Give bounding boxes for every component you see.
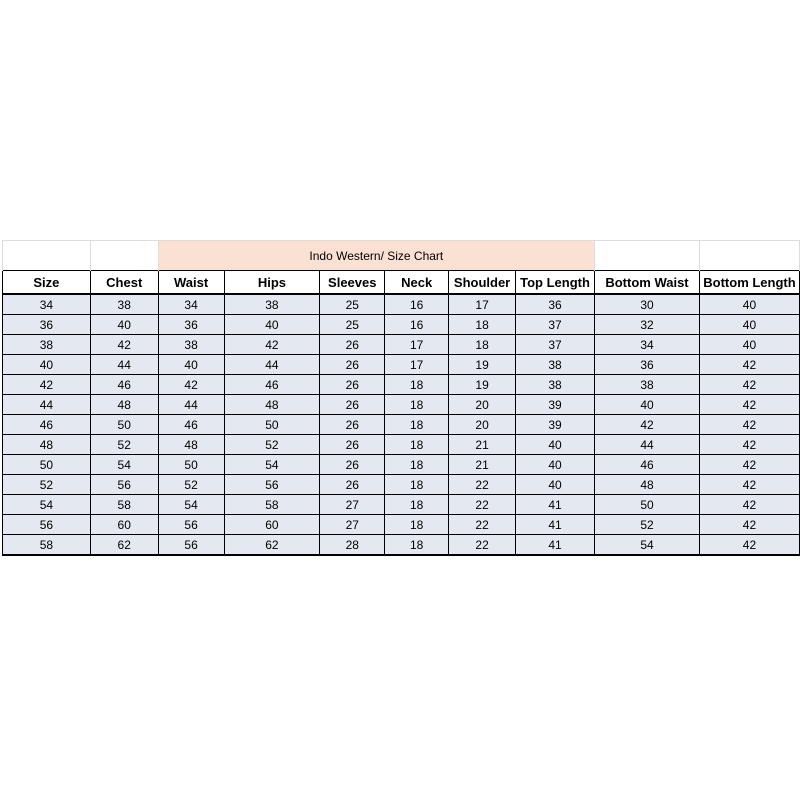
column-header: Shoulder bbox=[449, 271, 516, 295]
table-row bbox=[3, 435, 800, 455]
table-cell: 62 bbox=[224, 535, 320, 556]
table-cell: 48 bbox=[595, 475, 700, 495]
table-cell: 52 bbox=[158, 475, 224, 495]
table-cell: 40 bbox=[699, 294, 799, 315]
table-cell: 42 bbox=[158, 375, 224, 395]
table-cell: 26 bbox=[320, 395, 385, 415]
table-cell: 56 bbox=[224, 475, 320, 495]
title-blank-cell bbox=[595, 241, 700, 271]
table-cell: 41 bbox=[516, 515, 595, 535]
table-cell: 18 bbox=[385, 535, 449, 556]
table-cell: 32 bbox=[595, 315, 700, 335]
column-header: Sleeves bbox=[320, 271, 385, 295]
table-cell: 42 bbox=[699, 415, 799, 435]
table-cell: 42 bbox=[699, 455, 799, 475]
table-cell: 34 bbox=[595, 335, 700, 355]
table-row bbox=[3, 315, 800, 335]
size-chart-table bbox=[2, 240, 800, 556]
table-cell: 34 bbox=[158, 294, 224, 315]
table-cell: 54 bbox=[158, 495, 224, 515]
table-cell: 40 bbox=[90, 315, 158, 335]
table-cell: 30 bbox=[595, 294, 700, 315]
table-cell: 38 bbox=[516, 375, 595, 395]
table-cell: 46 bbox=[3, 415, 91, 435]
table-cell: 44 bbox=[90, 355, 158, 375]
table-row bbox=[3, 375, 800, 395]
table-cell: 48 bbox=[3, 435, 91, 455]
table-cell: 42 bbox=[699, 515, 799, 535]
table-cell: 46 bbox=[224, 375, 320, 395]
table-cell: 36 bbox=[595, 355, 700, 375]
table-cell: 58 bbox=[224, 495, 320, 515]
table-cell: 26 bbox=[320, 415, 385, 435]
table-cell: 56 bbox=[3, 515, 91, 535]
table-cell: 52 bbox=[3, 475, 91, 495]
table-row bbox=[3, 475, 800, 495]
column-header: Neck bbox=[385, 271, 449, 295]
table-cell: 37 bbox=[516, 315, 595, 335]
table-cell: 38 bbox=[595, 375, 700, 395]
table-cell: 26 bbox=[320, 355, 385, 375]
column-header: Hips bbox=[224, 271, 320, 295]
table-cell: 22 bbox=[449, 535, 516, 556]
column-header: Chest bbox=[90, 271, 158, 295]
column-header: Top Length bbox=[516, 271, 595, 295]
title-blank-cell bbox=[90, 241, 158, 271]
table-row bbox=[3, 495, 800, 515]
table-row bbox=[3, 535, 800, 556]
title-row bbox=[3, 241, 800, 271]
table-cell: 36 bbox=[516, 294, 595, 315]
table-cell: 18 bbox=[385, 455, 449, 475]
table-cell: 42 bbox=[699, 535, 799, 556]
table-cell: 17 bbox=[385, 335, 449, 355]
table-cell: 39 bbox=[516, 395, 595, 415]
table-cell: 48 bbox=[224, 395, 320, 415]
table-cell: 50 bbox=[3, 455, 91, 475]
table-cell: 40 bbox=[516, 475, 595, 495]
column-header: Bottom Length bbox=[699, 271, 799, 295]
table-cell: 38 bbox=[516, 355, 595, 375]
table-cell: 18 bbox=[449, 335, 516, 355]
table-cell: 38 bbox=[90, 294, 158, 315]
table-cell: 40 bbox=[224, 315, 320, 335]
table-cell: 40 bbox=[3, 355, 91, 375]
table-cell: 27 bbox=[320, 495, 385, 515]
table-cell: 40 bbox=[516, 435, 595, 455]
table-row bbox=[3, 455, 800, 475]
table-cell: 40 bbox=[699, 315, 799, 335]
table-cell: 41 bbox=[516, 535, 595, 556]
table-row bbox=[3, 415, 800, 435]
table-cell: 18 bbox=[385, 435, 449, 455]
table-cell: 26 bbox=[320, 375, 385, 395]
table-cell: 54 bbox=[3, 495, 91, 515]
title-blank-cell bbox=[699, 241, 799, 271]
table-cell: 42 bbox=[699, 375, 799, 395]
table-cell: 26 bbox=[320, 455, 385, 475]
table-cell: 28 bbox=[320, 535, 385, 556]
table-cell: 42 bbox=[699, 355, 799, 375]
table-cell: 18 bbox=[385, 375, 449, 395]
table-cell: 38 bbox=[158, 335, 224, 355]
table-cell: 46 bbox=[90, 375, 158, 395]
table-cell: 17 bbox=[449, 294, 516, 315]
table-cell: 40 bbox=[595, 395, 700, 415]
table-cell: 40 bbox=[699, 335, 799, 355]
table-cell: 60 bbox=[224, 515, 320, 535]
column-header: Waist bbox=[158, 271, 224, 295]
table-cell: 52 bbox=[595, 515, 700, 535]
table-cell: 20 bbox=[449, 415, 516, 435]
table-cell: 52 bbox=[224, 435, 320, 455]
table-cell: 54 bbox=[224, 455, 320, 475]
table-cell: 50 bbox=[158, 455, 224, 475]
table-row bbox=[3, 294, 800, 315]
table-cell: 62 bbox=[90, 535, 158, 556]
table-cell: 48 bbox=[158, 435, 224, 455]
table-row bbox=[3, 335, 800, 355]
table-cell: 25 bbox=[320, 294, 385, 315]
table-cell: 42 bbox=[595, 415, 700, 435]
table-cell: 26 bbox=[320, 475, 385, 495]
table-cell: 39 bbox=[516, 415, 595, 435]
table-cell: 44 bbox=[595, 435, 700, 455]
table-cell: 52 bbox=[90, 435, 158, 455]
table-cell: 58 bbox=[90, 495, 158, 515]
table-cell: 50 bbox=[90, 415, 158, 435]
table-cell: 40 bbox=[158, 355, 224, 375]
table-cell: 42 bbox=[3, 375, 91, 395]
table-cell: 18 bbox=[385, 515, 449, 535]
table-cell: 46 bbox=[158, 415, 224, 435]
table-cell: 42 bbox=[90, 335, 158, 355]
header-row bbox=[3, 271, 800, 295]
table-row bbox=[3, 395, 800, 415]
table-cell: 20 bbox=[449, 395, 516, 415]
table-cell: 44 bbox=[224, 355, 320, 375]
chart-title: Indo Western/ Size Chart bbox=[158, 241, 594, 271]
table-cell: 25 bbox=[320, 315, 385, 335]
table-cell: 19 bbox=[449, 355, 516, 375]
table-cell: 42 bbox=[224, 335, 320, 355]
table-cell: 17 bbox=[385, 355, 449, 375]
table-cell: 19 bbox=[449, 375, 516, 395]
table-cell: 54 bbox=[595, 535, 700, 556]
table-cell: 58 bbox=[3, 535, 91, 556]
table-cell: 21 bbox=[449, 455, 516, 475]
table-cell: 60 bbox=[90, 515, 158, 535]
table-cell: 26 bbox=[320, 435, 385, 455]
table-cell: 22 bbox=[449, 495, 516, 515]
table-body bbox=[3, 294, 800, 555]
table-cell: 22 bbox=[449, 515, 516, 535]
table-cell: 18 bbox=[385, 495, 449, 515]
table-cell: 38 bbox=[224, 294, 320, 315]
table-cell: 16 bbox=[385, 294, 449, 315]
table-row bbox=[3, 515, 800, 535]
table-cell: 27 bbox=[320, 515, 385, 535]
table-cell: 16 bbox=[385, 315, 449, 335]
table-cell: 18 bbox=[385, 415, 449, 435]
table-cell: 50 bbox=[595, 495, 700, 515]
table-cell: 41 bbox=[516, 495, 595, 515]
column-header: Bottom Waist bbox=[595, 271, 700, 295]
table-cell: 56 bbox=[158, 515, 224, 535]
table-cell: 36 bbox=[158, 315, 224, 335]
table-cell: 34 bbox=[3, 294, 91, 315]
table-cell: 38 bbox=[3, 335, 91, 355]
table-cell: 22 bbox=[449, 475, 516, 495]
title-blank-cell bbox=[3, 241, 91, 271]
table-cell: 37 bbox=[516, 335, 595, 355]
table-cell: 50 bbox=[224, 415, 320, 435]
table-cell: 46 bbox=[595, 455, 700, 475]
table-cell: 44 bbox=[158, 395, 224, 415]
table-cell: 42 bbox=[699, 395, 799, 415]
table-cell: 42 bbox=[699, 435, 799, 455]
table-cell: 48 bbox=[90, 395, 158, 415]
table-cell: 56 bbox=[90, 475, 158, 495]
table-row bbox=[3, 355, 800, 375]
column-header: Size bbox=[3, 271, 91, 295]
table-cell: 18 bbox=[385, 395, 449, 415]
table-cell: 56 bbox=[158, 535, 224, 556]
table-cell: 21 bbox=[449, 435, 516, 455]
table-cell: 42 bbox=[699, 495, 799, 515]
table-cell: 18 bbox=[449, 315, 516, 335]
table-cell: 40 bbox=[516, 455, 595, 475]
table-cell: 54 bbox=[90, 455, 158, 475]
table-cell: 18 bbox=[385, 475, 449, 495]
table-cell: 26 bbox=[320, 335, 385, 355]
table-cell: 42 bbox=[699, 475, 799, 495]
table-cell: 44 bbox=[3, 395, 91, 415]
table-cell: 36 bbox=[3, 315, 91, 335]
